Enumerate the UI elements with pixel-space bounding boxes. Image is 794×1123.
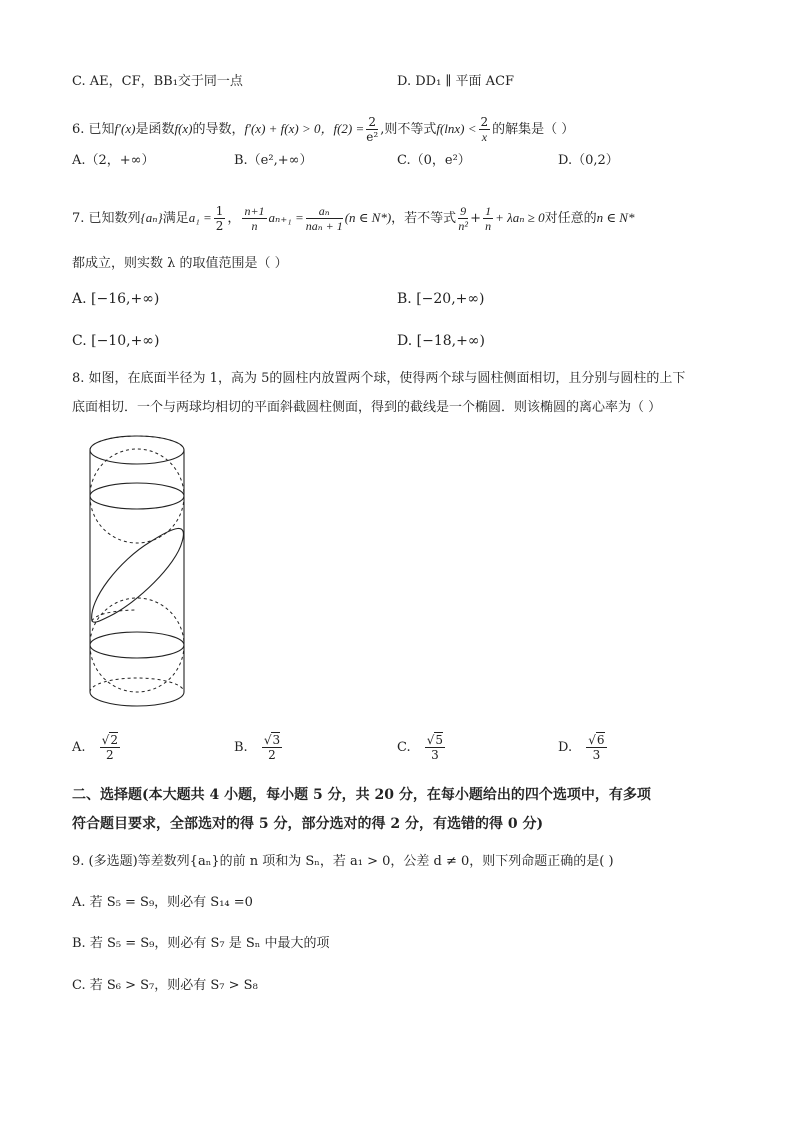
fraction-denominator: n² — [458, 219, 468, 233]
radicand: 6 — [596, 733, 605, 747]
q6-option-d: D.（0,2） — [558, 153, 619, 168]
fraction-numerator: aₙ — [306, 204, 343, 219]
fraction-numerator: √6 — [588, 733, 605, 747]
q6-math: f′(x) — [114, 121, 136, 136]
option-label: D. — [558, 740, 573, 755]
q6-option-c: C.（0，e²） — [397, 153, 471, 168]
q7-math: a₁ = — [188, 210, 212, 225]
q7-option-c: C. [−10,+∞) — [72, 333, 160, 349]
q7-math: {aₙ} — [140, 210, 163, 225]
fraction-numerator: √5 — [426, 733, 444, 747]
radicand: 5 — [435, 733, 444, 747]
cylinder-bottom-arc-hidden — [90, 678, 184, 692]
fraction-denominator: 3 — [592, 748, 601, 762]
q7-stem — [72, 200, 634, 237]
q7-math: + λaₙ ≥ 0 — [495, 210, 545, 225]
q6-text: 6. 已知 — [72, 122, 115, 137]
q7-math: n ∈ N* — [596, 210, 635, 225]
q6-option-a: A.（2，+∞） — [72, 153, 155, 168]
option-label: A. — [72, 740, 86, 755]
q9-option-a: A. 若 S₅ = S₉，则必有 S₁₄ =0 — [72, 895, 253, 910]
q7-fraction-recurrence — [306, 204, 343, 233]
fraction-numerator: 2 — [480, 115, 489, 129]
q7-text: ， — [227, 211, 241, 226]
q8-line1: 8. 如图，在底面半径为 1，高为 5的圆柱内放置两个球，使得两个球与圆柱侧面相切，且分别与圆柱的上下 — [72, 371, 686, 386]
fraction-denominator: 2 — [106, 748, 114, 762]
option-label: C. — [397, 740, 411, 755]
cylinder-bottom-arc — [90, 692, 184, 706]
upper-sphere — [90, 449, 184, 543]
q8-option-b — [234, 728, 284, 768]
radicand: 3 — [272, 733, 281, 747]
q7-option-d: D. [−18,+∞) — [397, 333, 485, 349]
q9-option-c: C. 若 S₆ > S₇，则必有 S₇ > S₈ — [72, 978, 258, 993]
q7-text: 对任意的 — [544, 211, 597, 226]
fraction-denominator: e² — [366, 130, 379, 144]
q5-option-d: D. DD₁ ∥ 平面 ACF — [397, 74, 515, 89]
fraction-numerator: √2 — [101, 733, 118, 747]
fraction-denominator: x — [481, 130, 488, 144]
option-label: B. — [234, 740, 248, 755]
q7-option-b: B. [−20,+∞) — [397, 291, 485, 307]
q8-option-a — [72, 728, 122, 768]
fraction-denominator: naₙ + 1 — [305, 219, 343, 233]
q6-math: f(x) — [174, 121, 193, 136]
q7-fraction-n1-over-n — [242, 204, 266, 233]
q7-math: + — [470, 211, 482, 226]
q7-math: aₙ₊₁ = — [268, 210, 304, 225]
fraction-numerator: 1 — [485, 204, 492, 218]
q6-fraction-2-over-x — [479, 115, 491, 144]
q6-fraction-2-over-e2 — [366, 115, 378, 144]
q6-stem — [72, 113, 574, 146]
q7-fraction-9-over-n2 — [458, 204, 468, 233]
fraction-numerator: 1 — [215, 204, 224, 218]
upper-sphere-equator — [90, 483, 184, 509]
q7-option-a: A. [−16,+∞) — [72, 291, 160, 307]
option-sqrt-fraction — [262, 733, 282, 762]
fraction-denominator: n — [485, 219, 492, 233]
option-sqrt-fraction — [425, 733, 445, 762]
q6-math: f′(x) + f(x) > 0，f(2) = — [244, 121, 365, 136]
lower-sphere-equator — [90, 632, 184, 658]
q9-option-b: B. 若 S₅ = S₉，则必有 S₇ 是 Sₙ 中最大的项 — [72, 936, 330, 951]
q7-fraction-1-over-2 — [214, 204, 226, 233]
q8-option-d — [558, 728, 609, 768]
q8-line2: 底面相切．一个与两球均相切的平面斜截圆柱侧面，得到的截线是一个椭圆．则该椭圆的离心率为（ ） — [72, 400, 662, 415]
sphere-horizon-arc — [92, 610, 137, 621]
q7-fraction-1-over-n — [483, 204, 493, 233]
cylinder-two-spheres-figure — [80, 430, 200, 715]
q7-text: 7. 已知数列 — [72, 211, 141, 226]
fraction-denominator: 2 — [215, 219, 224, 233]
option-sqrt-fraction — [100, 733, 120, 762]
q7-math: (n ∈ N*) — [344, 210, 392, 225]
fraction-denominator: 3 — [431, 748, 439, 762]
q5-option-c: C. AE，CF，BB₁交于同一点 — [72, 74, 243, 89]
q7-text: ，若不等式 — [391, 211, 457, 226]
q7-text: 满足 — [162, 211, 189, 226]
section2-heading-line1: 二、选择题(本大题共 4 小题，每小题 5 分，共 20 分，在每小题给出的四个选项中，有多项 — [72, 787, 651, 803]
fraction-numerator: 9 — [460, 204, 467, 218]
q6-option-b: B.（e²,+∞） — [234, 153, 313, 168]
fraction-numerator: 2 — [366, 115, 378, 130]
q7-line2: 都成立，则实数 λ 的取值范围是（ ） — [72, 256, 288, 271]
fraction-numerator: √3 — [263, 733, 281, 747]
q6-text: 的解集是（ ） — [492, 122, 575, 137]
cylinder-top-ellipse-hidden — [90, 436, 184, 450]
fraction-numerator: n+1 — [244, 204, 265, 218]
q8-option-c — [397, 728, 447, 768]
lower-sphere — [90, 598, 184, 692]
option-sqrt-fraction — [586, 733, 606, 762]
fraction-denominator: n — [251, 219, 258, 233]
q9-stem: 9. (多选题)等差数列{aₙ}的前 n 项和为 Sₙ，若 a₁ > 0，公差 d ≠ 0，则下列命题正确的是( ) — [72, 854, 614, 869]
fraction-denominator: 2 — [268, 748, 276, 762]
section2-heading-line2: 符合题目要求，全部选对的得 5 分，部分选对的得 2 分，有选错的得 0 分) — [72, 816, 544, 832]
q6-math: f(lnx) < — [436, 121, 477, 136]
q6-text: 是函数 — [135, 122, 175, 137]
q6-text: 的导数， — [192, 122, 245, 137]
q6-text: ,则不等式 — [380, 122, 437, 137]
radicand: 2 — [110, 733, 118, 747]
